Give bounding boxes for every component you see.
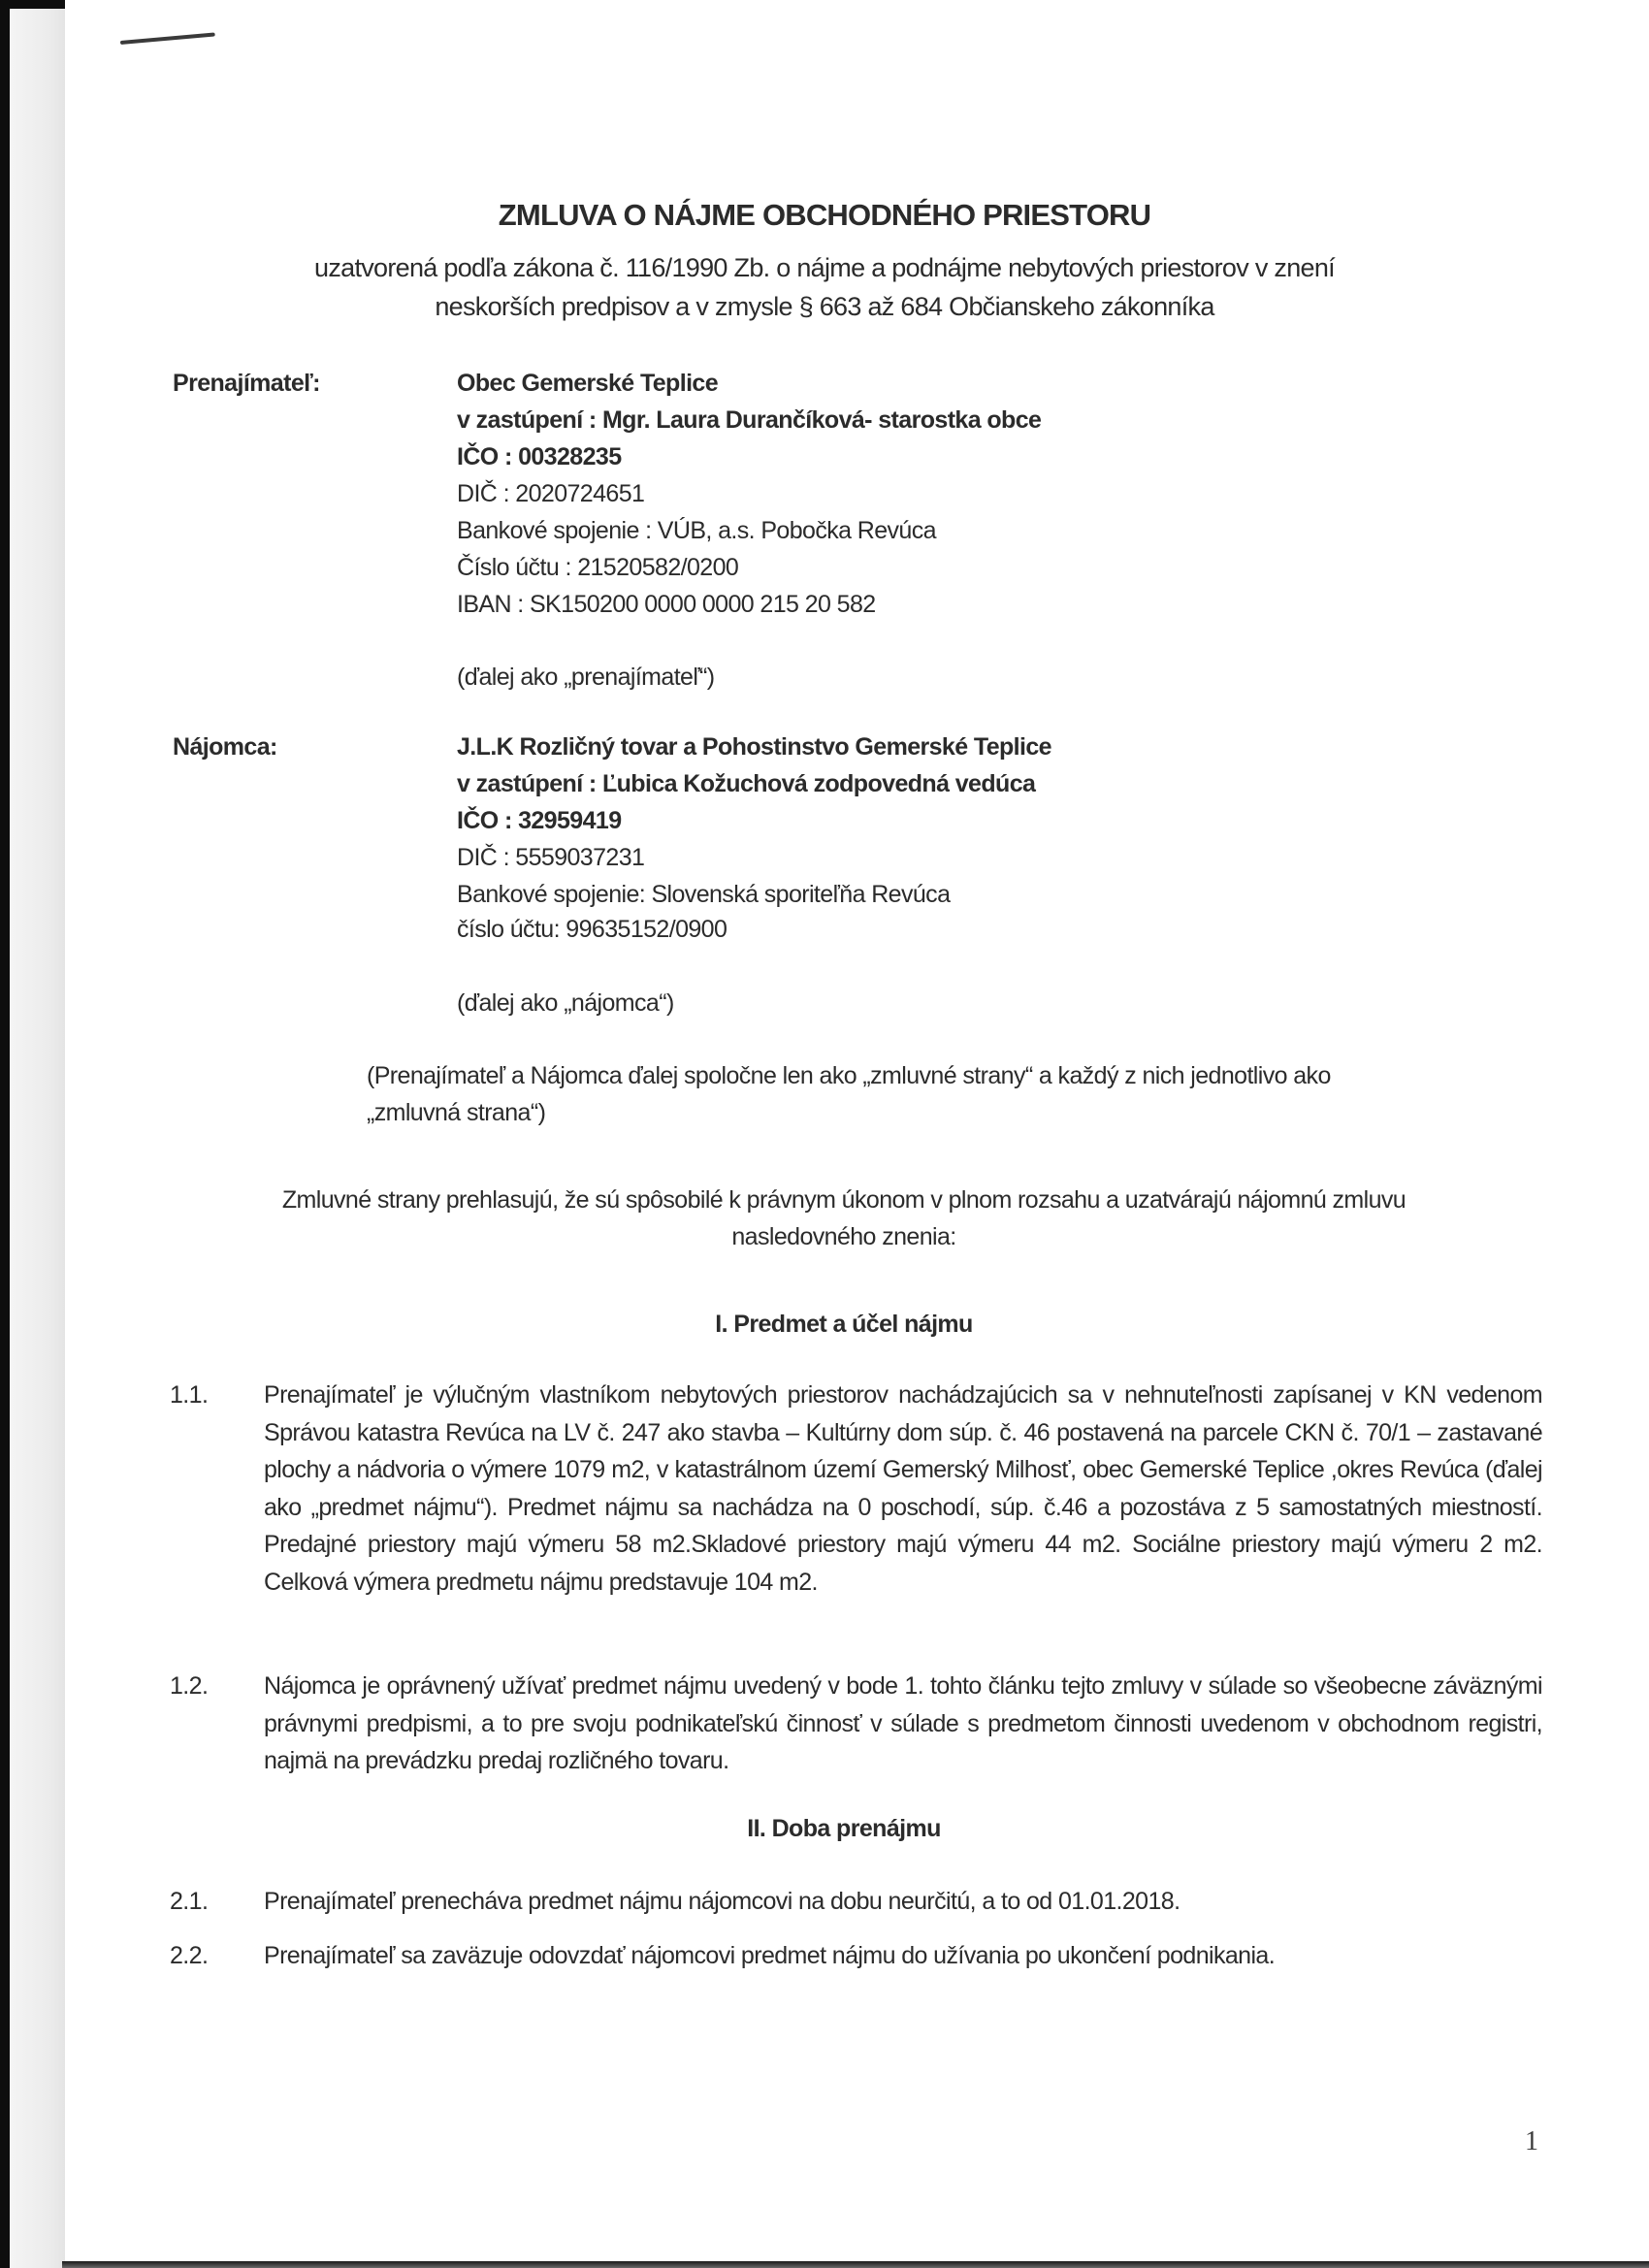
landlord-representative: v zastúpení : Mgr. Laura Durančíková- starostka obce	[457, 406, 1042, 434]
document-title: ZMLUVA O NÁJME OBCHODNÉHO PRIESTORU	[498, 198, 1151, 232]
tenant-ico: IČO : 32959419	[457, 807, 622, 834]
parties-note-line-1: (Prenajímateľ a Nájomca ďalej spoločne len ako „zmluvné strany“ a každý z nich jednotlivo ako	[367, 1062, 1331, 1089]
landlord-name: Obec Gemerské Teplice	[457, 370, 719, 397]
scan-margin-strip	[10, 9, 65, 2268]
clause-text: Prenajímateľ je výlučným vlastníkom nebytových priestorov nachádzajúcich sa v nehnuteľnosti zapísanej v KN vedenom Správou katastra Revúca na LV č. 247 ako stavba – Kultúrny dom súp. č. 46 postavená na parcele CKN č. 70/1 – zastavané plochy a nádvoria o výmere 1079 m2, v katastrálnom území Gemerský Milhosť, obec Gemerské Teplice ,okres Revúca (ďalej ako „predmet nájmu“). Predmet nájmu sa nachádza na 0 poschodí, súp. č.46 a pozostáva z 5 samostatných miestností. Predajné priestory majú výmeru 58 m2.Skladové priestory majú výmeru 44 m2. Sociálne priestory majú výmeru 2 m2. Celková výmera predmetu nájmu predstavuje 104 m2.	[264, 1381, 1542, 1596]
clause-text: Prenajímateľ sa zaväzuje odovzdať nájomcovi predmet nájmu do užívania po ukončení podnikania.	[264, 1942, 1276, 1969]
clause-text: Prenajímateľ prenecháva predmet nájmu nájomcovi na dobu neurčitú, a to od 01.01.2018.	[264, 1888, 1180, 1915]
scan-edge-left	[0, 0, 10, 2268]
declaration-line-1: Zmluvné strany prehlasujú, že sú spôsobilé k právnym úkonom v plnom rozsahu a uzatvárajú nájomnú zmluvu	[281, 1186, 1406, 1214]
clause-text: Nájomca je oprávnený užívať predmet nájmu uvedený v bode 1. tohto článku tejto zmluvy v súlade so všeobecne záväznými právnymi predpismi, a to pre svoju podnikateľskú činnosť v súlade s predmetom činnosti uvedenom v obchodnom registri, najmä na prevádzku predaj rozličného tovaru.	[264, 1672, 1542, 1774]
page-number: 1	[1525, 2126, 1538, 2156]
clause-number: 1.2.	[170, 1672, 209, 1700]
landlord-label: Prenajímateľ:	[173, 370, 320, 397]
parties-note-line-2: „zmluvná strana“)	[367, 1099, 546, 1126]
landlord-alias: (ďalej ako „prenajímateľ“)	[457, 664, 715, 691]
scan-edge-bottom	[62, 2261, 1649, 2268]
landlord-account: Číslo účtu : 21520582/0200	[457, 554, 739, 581]
landlord-dic: DIČ : 2020724651	[457, 480, 645, 507]
pen-mark	[120, 32, 215, 45]
declaration-line-2: nasledovného znenia:	[731, 1223, 956, 1250]
section-heading-2: II. Doba prenájmu	[747, 1815, 941, 1842]
landlord-ico: IČO : 00328235	[457, 443, 622, 470]
clause-number: 2.2.	[170, 1942, 209, 1969]
tenant-name: J.L.K Rozličný tovar a Pohostinstvo Gemerské Teplice	[457, 733, 1051, 761]
landlord-bank: Bankové spojenie : VÚB, a.s. Pobočka Revúca	[457, 517, 936, 544]
document-subtitle-line-2: neskorších predpisov a v zmysle § 663 až 684 Občianskeho zákonníka	[435, 292, 1214, 321]
tenant-alias: (ďalej ako „nájomca“)	[457, 989, 674, 1017]
clause-number: 2.1.	[170, 1888, 209, 1915]
section-heading-1: I. Predmet a účel nájmu	[715, 1311, 973, 1338]
tenant-bank: Bankové spojenie: Slovenská sporiteľňa Revúca	[457, 881, 951, 908]
tenant-dic: DIČ : 5559037231	[457, 844, 645, 871]
document-subtitle-line-1: uzatvorená podľa zákona č. 116/1990 Zb. o nájme a podnájme nebytových priestorov v znení	[314, 253, 1335, 282]
clause-number: 1.1.	[170, 1381, 209, 1409]
scan-edge-top	[0, 0, 65, 9]
tenant-representative: v zastúpení : Ľubica Kožuchová zodpovedná vedúca	[457, 770, 1036, 797]
tenant-account: číslo účtu: 99635152/0900	[457, 916, 728, 943]
landlord-iban: IBAN : SK150200 0000 0000 215 20 582	[457, 591, 876, 618]
tenant-label: Nájomca:	[173, 733, 277, 761]
